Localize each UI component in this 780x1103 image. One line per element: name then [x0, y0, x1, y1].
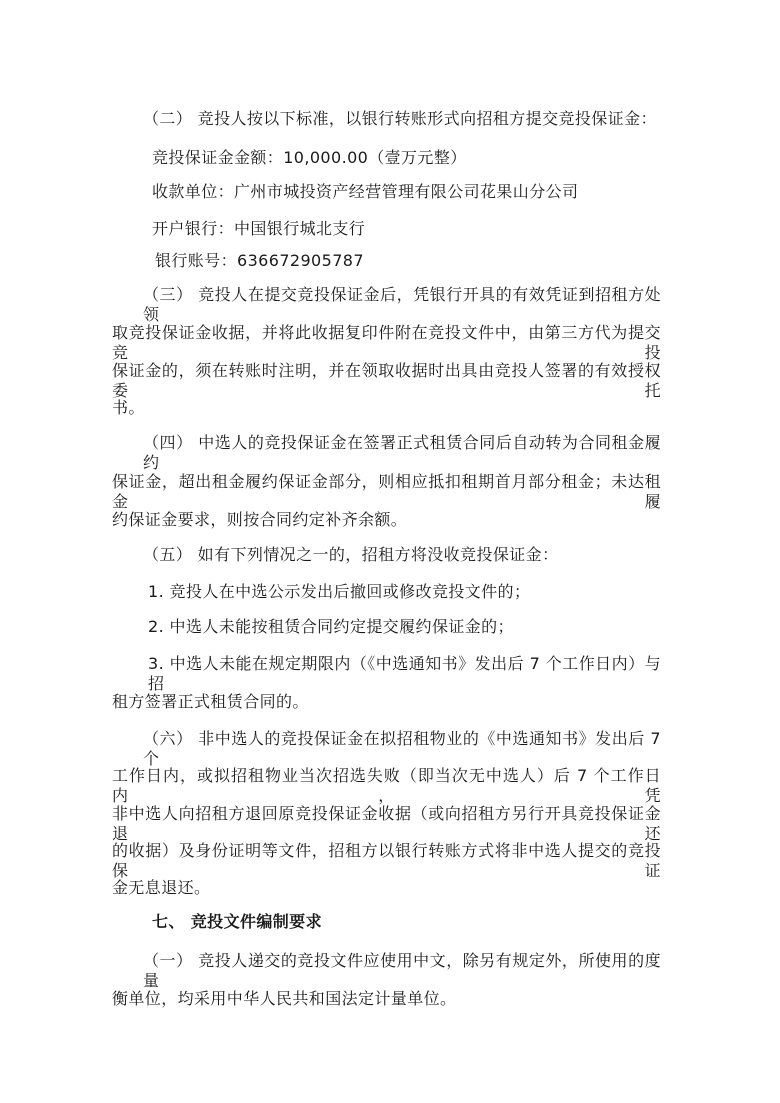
- sec3-line2: 取竞投保证金收据，并将此收据复印件附在竞投文件中，由第三方代为提交竞投: [112, 323, 661, 362]
- sec3-line3: 保证金的，须在转账时注明，并在领取收据时出具由竞投人签署的有效授权委托: [112, 361, 661, 400]
- sec6-line4: 的收据）及身份证明等文件，招租方以银行转账方式将非中选人提交的竞投保证: [112, 841, 661, 880]
- sec5-item1: 1. 竞投人在中选公示发出后撤回或修改竞投文件的；: [148, 582, 531, 601]
- sec5-item3-line1: 3. 中选人未能在规定期限内（《中选通知书》发出后 7 个工作日内）与招: [148, 654, 661, 693]
- sec4-line2: 保证金，超出租金履约保证金部分，则相应抵扣租期首月部分租金；未达租金履: [112, 472, 661, 511]
- sec6-line1: （六） 非中选人的竞投保证金在拟招租物业的《中选通知书》发出后 7 个: [143, 729, 661, 768]
- section-heading-7: 七、 竞投文件编制要求: [152, 912, 322, 931]
- payee: 收款单位：广州市城投资产经营管理有限公司花果山分公司: [152, 182, 579, 201]
- sec2-line1: （二） 竞投人按以下标准，以银行转账形式向招租方提交竞投保证金：: [143, 109, 657, 128]
- sec7-1-line2: 衡单位，均采用中华人民共和国法定计量单位。: [112, 989, 457, 1008]
- sec6-line5: 金无息退还。: [112, 878, 211, 897]
- sec5-line1: （五） 如有下列情况之一的，招租方将没收竞投保证金：: [143, 545, 559, 564]
- sec6-line2: 工作日内，或拟招租物业当次招选失败（即当次无中选人）后 7 个工作日内，凭: [112, 766, 661, 805]
- sec3-line4: 书。: [112, 398, 145, 417]
- sec3-line1: （三） 竞投人在提交竞投保证金后，凭银行开具的有效凭证到招租方处领: [143, 285, 661, 324]
- sec4-line1: （四） 中选人的竞投保证金在签署正式租赁合同后自动转为合同租金履约: [143, 433, 661, 472]
- account-number: 银行账号：636672905787: [155, 251, 364, 270]
- sec5-item3-line2: 租方签署正式租赁合同的。: [112, 692, 309, 711]
- sec5-item2: 2. 中选人未能按租赁合同约定提交履约保证金的；: [148, 617, 514, 636]
- bank: 开户银行：中国银行城北支行: [152, 219, 366, 238]
- deposit-amount: 竞投保证金金额：10,000.00（壹万元整）: [152, 148, 467, 167]
- sec7-1-line1: （一） 竞投人递交的竞投文件应使用中文，除另有规定外，所使用的度量: [143, 951, 661, 990]
- sec4-line3: 约保证金要求，则按合同约定补齐余额。: [112, 510, 408, 529]
- sec6-line3: 非中选人向招租方退回原竞投保证金收据（或向招租方另行开具竞投保证金退还: [112, 804, 661, 843]
